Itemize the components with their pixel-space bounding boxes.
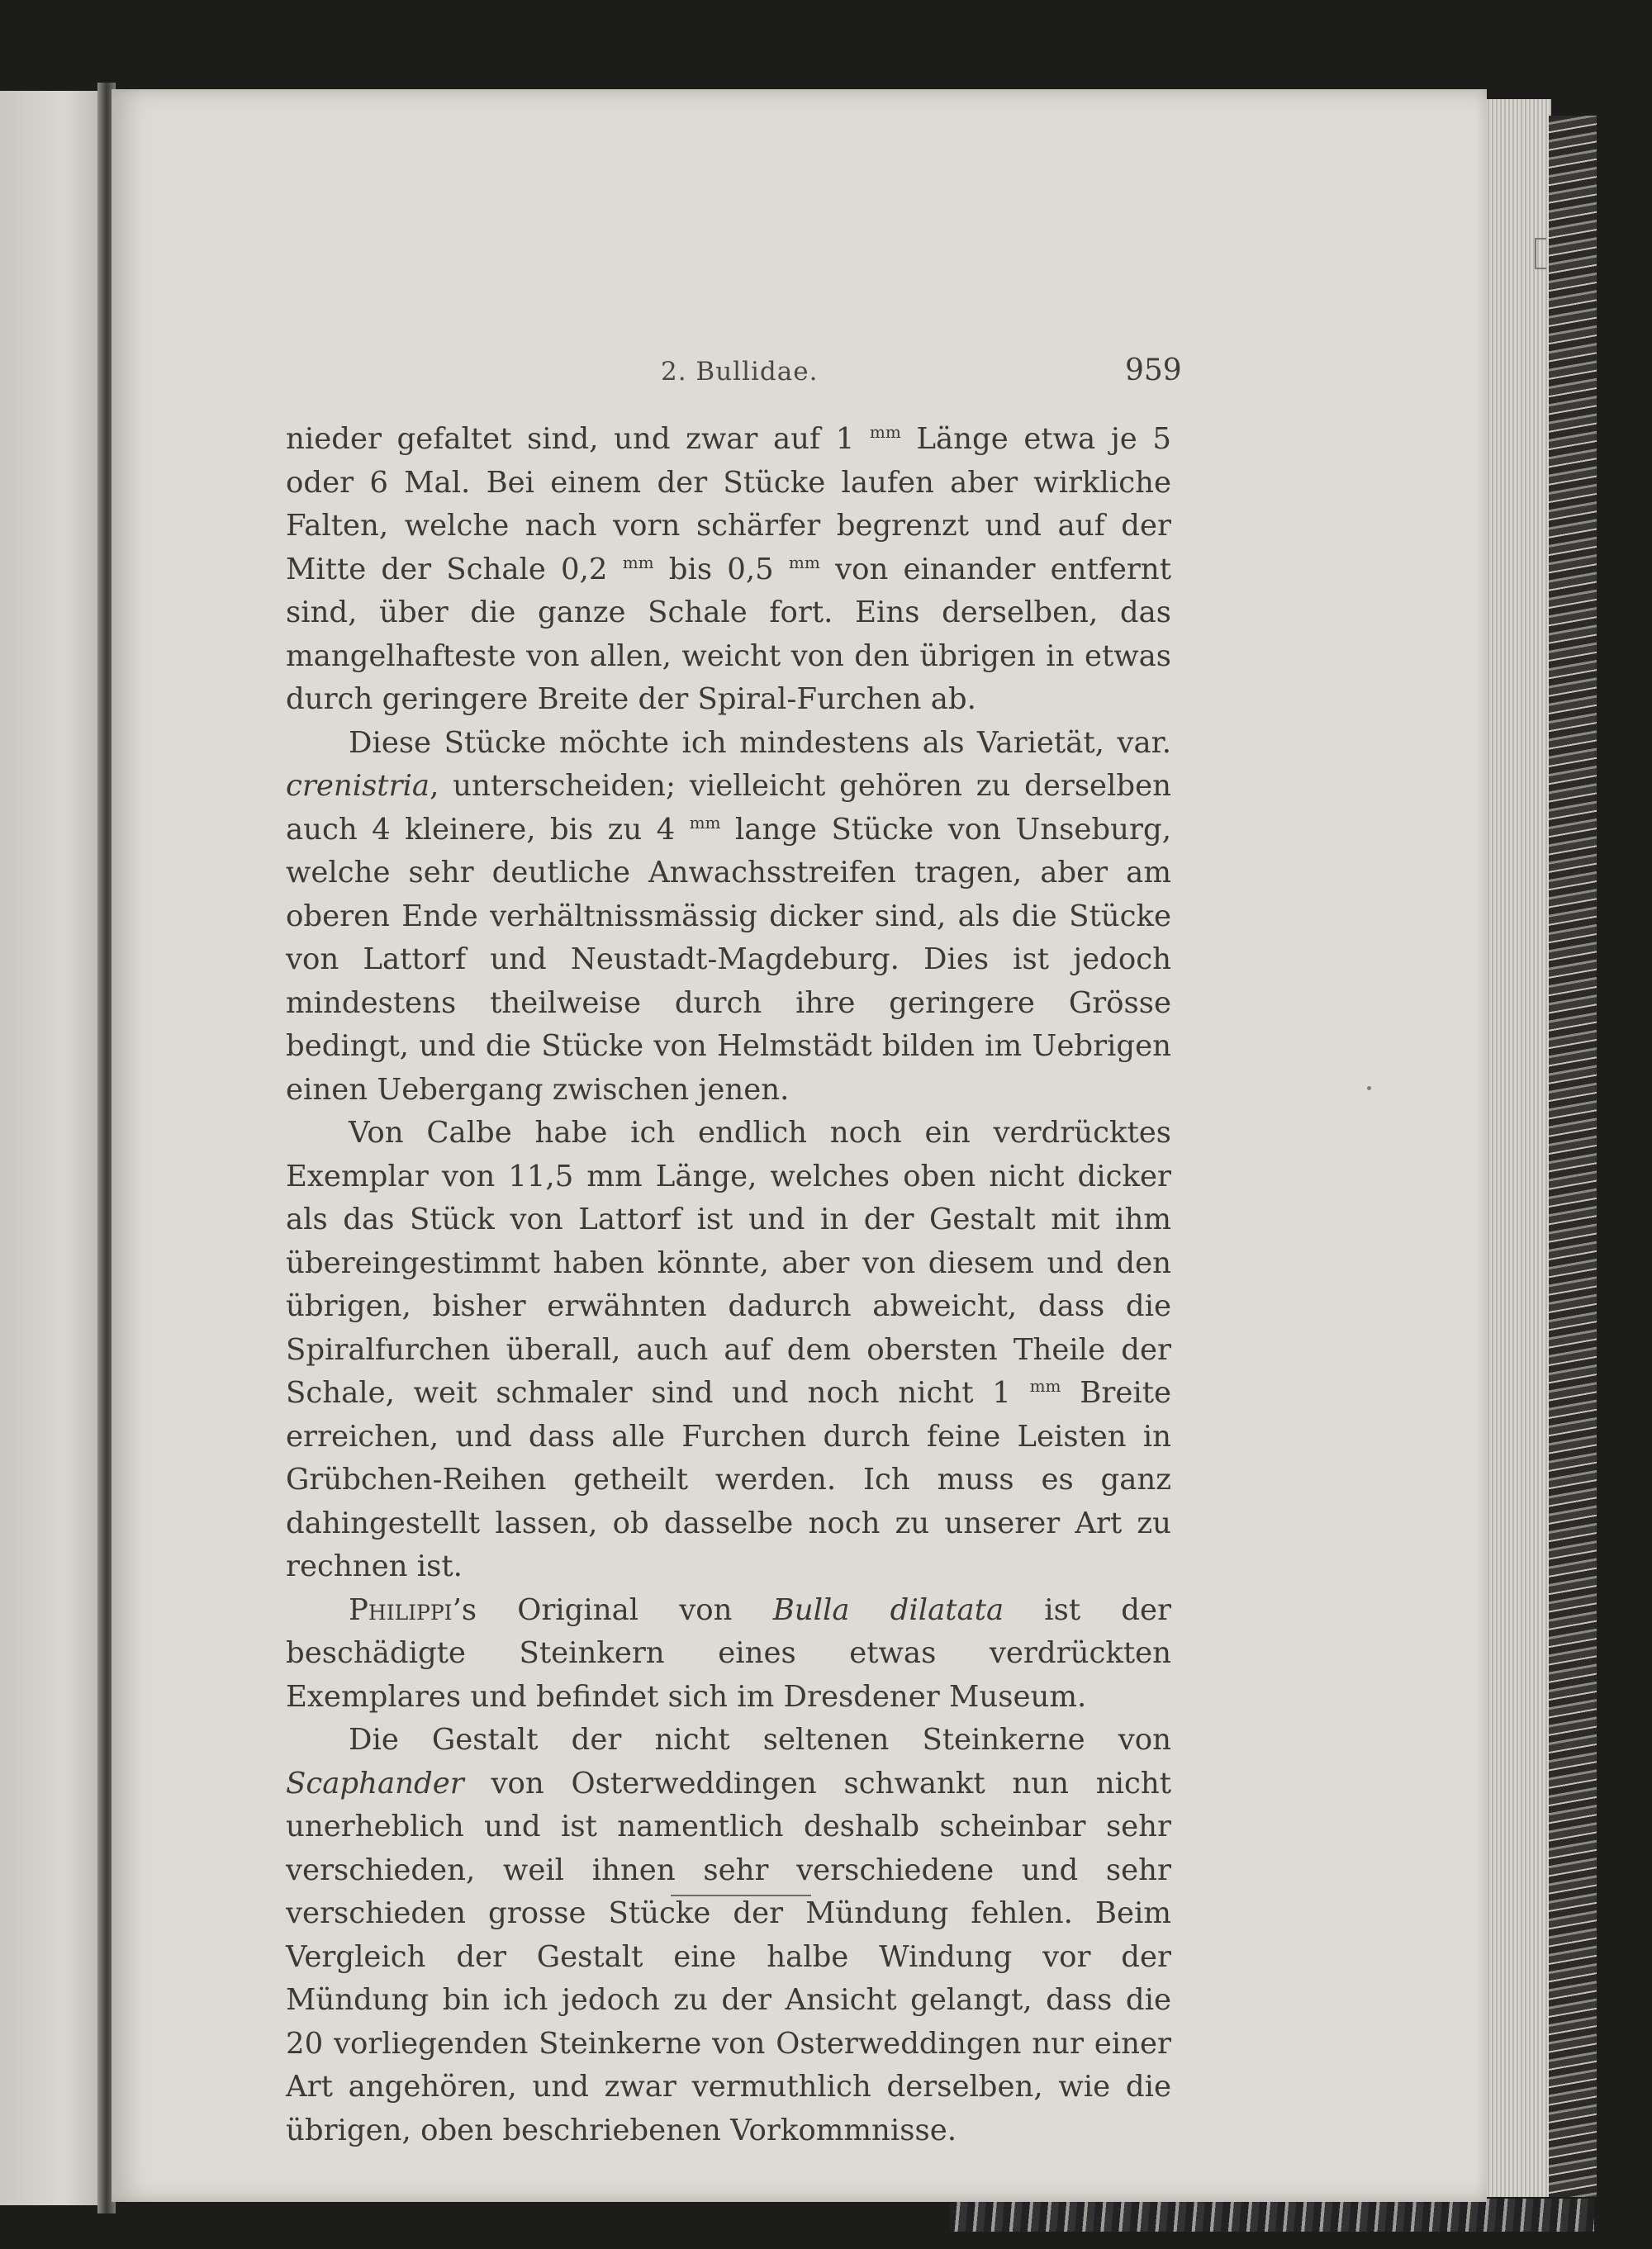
text-run: von einander entfernt sind, über die ganze Schale fort. Eins derselben, das mangelhafteste von allen, weicht von den übrigen in etwas durch geringere Breite der Spiral-Furchen ab.	[286, 552, 1171, 716]
unit-superscript: mm	[689, 812, 721, 833]
text-run: Diese Stücke möchte ich mindestens als Varietät, var.	[349, 725, 1171, 760]
running-head: 2. Bullidae.	[661, 357, 819, 387]
text-run: von Osterweddingen schwankt nun nicht unerheblich und ist namentlich deshalb scheinbar sehr verschieden, weil ihnen sehr verschiedene und sehr verschieden grosse Stücke der Mündung fehlen. Beim Vergleich der Gestalt eine halbe Windung vor der Mündung bin ich jedoch zu der Ansicht gelangt, dass die 20 vorliegenden Steinkerne von Osterweddingen nur einer Art angehören, und zwar vermuthlich derselben, wie die übrigen, oben beschriebenen Vorkommnisse.	[286, 1766, 1171, 2147]
text-run: Länge etwa je 5 oder 6 Mal. Bei einem der Stücke laufen aber wirkliche Falten, welche nach vorn schärfer begrenzt und auf der Mitte der Schale 0,2	[286, 422, 1171, 586]
unit-superscript: mm	[788, 552, 820, 572]
text-run: ist der beschädigte Steinkern eines etwas verdrückten Exemplares und befindet sich im Dresdener Museum.	[286, 1592, 1171, 1714]
marbled-cover-edge	[1549, 116, 1597, 2197]
paragraph-2	[286, 722, 1171, 1113]
page-text	[286, 418, 1171, 2152]
species-name: Bulla dilatata	[772, 1592, 1004, 1627]
paragraph-5	[286, 1719, 1171, 2152]
text-run: nieder gefaltet sind, und zwar auf 1	[286, 422, 870, 456]
paragraph-3	[286, 1112, 1171, 1589]
paragraph-4	[286, 1589, 1171, 1720]
text-run: bis 0,5	[653, 552, 789, 586]
marbled-bottom-edge	[950, 2199, 1594, 2232]
page-marker	[1535, 238, 1546, 269]
unit-superscript: mm	[869, 422, 901, 443]
text-run: , unterscheiden; vielleicht gehören zu derselben auch 4 kleinere, bis zu 4	[286, 769, 1171, 847]
text-run: lange Stücke von Unseburg, welche sehr deutliche Anwachsstreifen tragen, aber am oberen Ende verhältnissmässig dicker sind, als die Stücke von Lattorf und Neustadt-Magdeburg. Dies ist jedoch mindestens theilweise durch ihre geringere Grösse bedingt, und die Stücke von Helmstädt bilden im Uebrigen einen Uebergang zwischen jenen.	[286, 812, 1171, 1107]
text-run: Die Gestalt der nicht seltenen Steinkerne von	[349, 1723, 1171, 1757]
text-run: Von Calbe habe ich endlich noch ein verdrücktes Exemplar von 11,5 mm Länge, welches oben nicht dicker als das Stück von Lattorf ist und in der Gestalt mit ihm übereingestimmt haben könnte, aber von diesem und den übrigen, bisher erwähnten dadurch abweicht, dass die Spiralfurchen überall, auch auf dem obersten Theile der Schale, weit schmaler sind und noch nicht 1	[286, 1116, 1171, 1410]
unit-superscript: mm	[622, 552, 654, 572]
author-name: Philippi	[349, 1592, 453, 1627]
left-page-edge	[0, 91, 106, 2205]
text-run: Breite erreichen, und dass alle Furchen durch feine Leisten in Grübchen-Reihen getheilt werden. Ich muss es ganz dahingestellt lassen, ob dasselbe noch zu unserer Art zu rechnen ist.	[286, 1376, 1171, 1583]
page-stack-edge	[1485, 99, 1551, 2197]
genus-name: Scaphander	[286, 1766, 464, 1801]
section-end-rule	[671, 1895, 811, 1896]
page-number: 959	[1125, 353, 1182, 387]
unit-superscript: mm	[1029, 1376, 1061, 1397]
text-run: ’s Original von	[452, 1592, 773, 1627]
species-name: crenistria	[286, 769, 430, 803]
paragraph-1	[286, 418, 1171, 722]
page-speck	[1367, 1086, 1371, 1090]
